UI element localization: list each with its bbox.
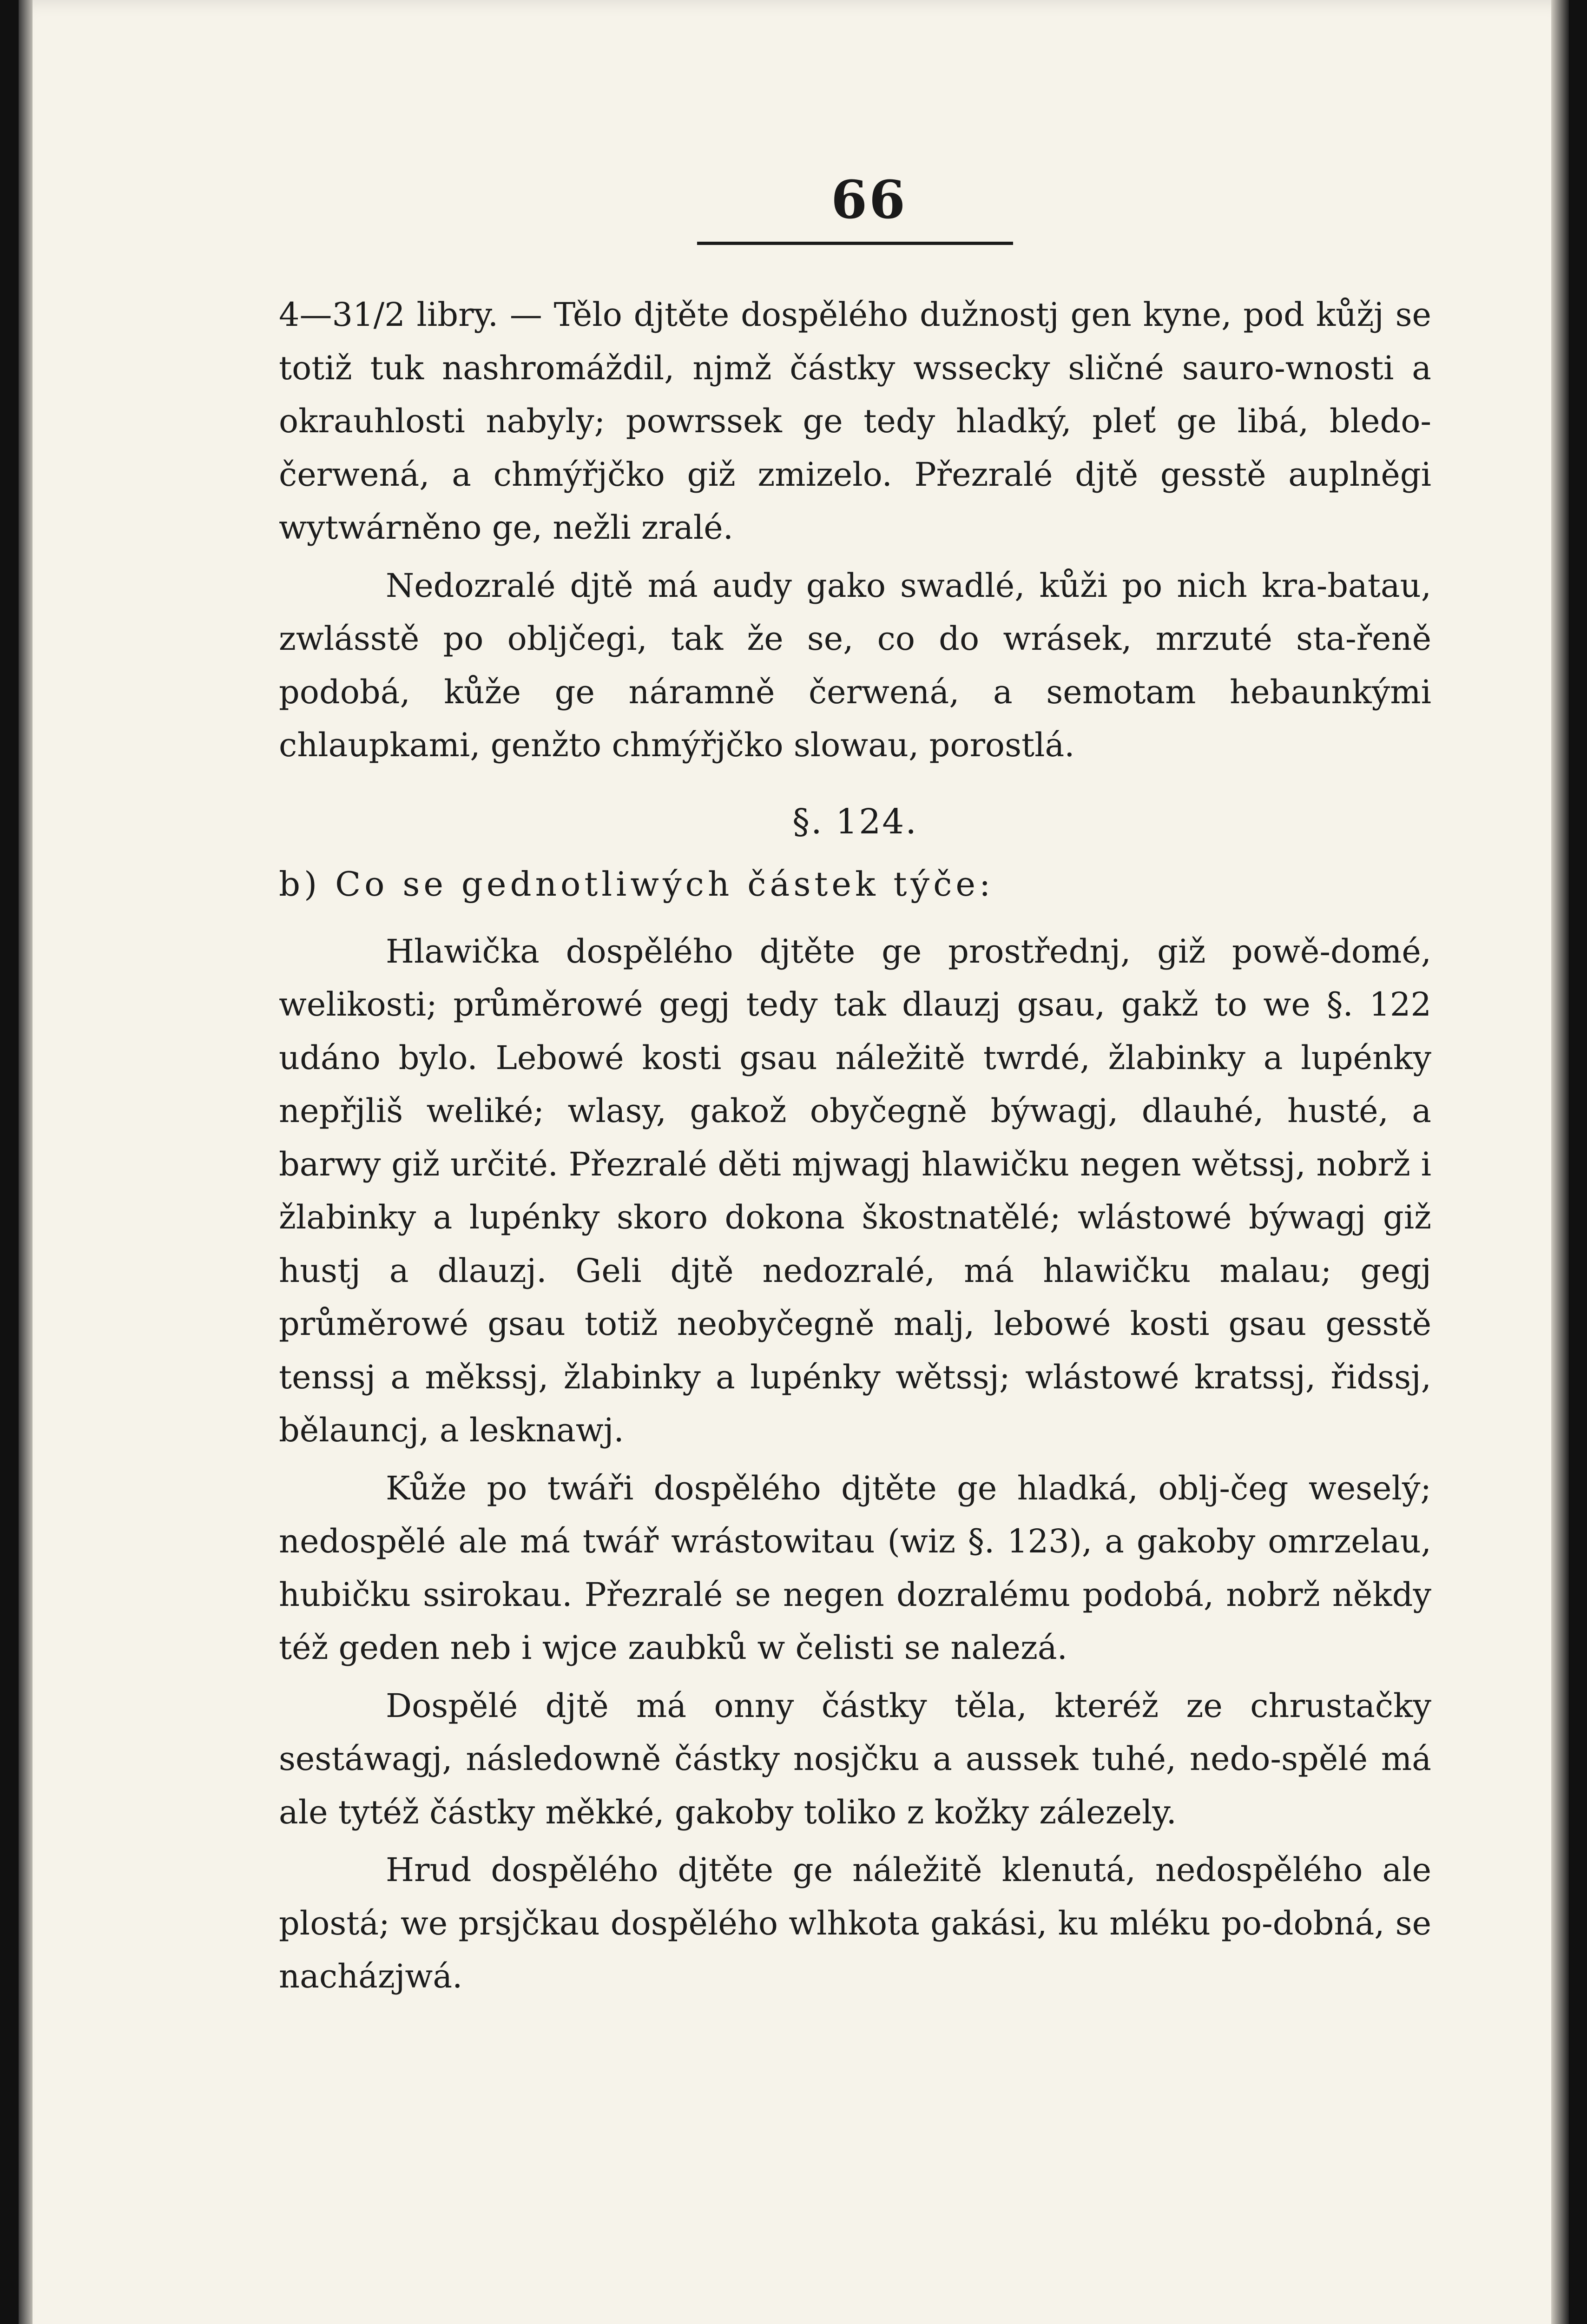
page-edge-shadow [1551, 0, 1569, 2324]
section-mark: §. 124. [792, 801, 918, 842]
paragraph-4: Kůže po twáři dospělého djtěte ge hladká, oblj-čeg weselý; nedospělé ale má twář wrástowitau (wiz §. 123), a gakoby omrzelau, hubičku ssirokau. Přezralé se negen dozralému podobá, nobrž někdy též geden neb i wjce zaubků w čelisti se nalezá. [279, 1469, 1431, 1667]
body-text [279, 288, 1431, 2008]
paragraph-2: Nedozralé djtě má audy gako swadlé, kůži po nich kra-batau, zwlásstě po obljčegi, tak že se, co do wrásek, mrzuté sta-řeně podobá, kůže ge náramně čerwená, a semotam hebaunkými chlaupkami, genžto chmýřjčko slowau, porostlá. [279, 566, 1431, 764]
paragraph-1: 4—31/2 libry. — Tělo djtěte dospělého dužnostj gen kyne, pod kůžj se totiž tuk nashromáždil, njmž částky wssecky sličné sauro-wnosti a okrauhlosti nabyly; powrssek ge tedy hladký, pleť ge libá, bledo-čerwená, a chmýřjčko giž zmizelo. Přezralé djtě gesstě auplněgi wytwárněno ge, nežli zralé. [279, 296, 1431, 547]
page-number-rule [697, 242, 1013, 245]
section-heading: b) Co se gednotliwých částek týče: [279, 865, 994, 904]
page-spine-shadow [19, 0, 33, 2324]
paragraph-5: Dospělé djtě má onny částky těla, kteréž ze chrustačky sestáwagj, následowně částky nosjčku a aussek tuhé, nedo-spělé má ale tytéž částky měkké, gakoby toliko z kožky zálezely. [279, 1686, 1431, 1831]
page-number: 66 [831, 170, 907, 231]
book-page [19, 0, 1569, 2324]
paragraph-6: Hrud dospělého djtěte ge náležitě klenutá, nedospělého ale plostá; we prsjčkau dospělého wlhkota gakási, ku mléku po-dobná, se nacházjwá. [279, 1851, 1431, 1995]
paragraph-3: Hlawička dospělého djtěte ge prostřednj, giž powě-domé, welikosti; průměrowé gegj tedy tak dlauzj gsau, gakž to we §. 122 udáno bylo. Lebowé kosti gsau náležitě twrdé, žlabinky a lupénky nepřjliš weliké; wlasy, gakož obyčegně býwagj, dlauhé, husté, a barwy giž určité. Přezralé děti mjwagj hlawičku negen wětssj, nobrž i žlabinky a lupénky skoro dokona škostnatělé; wlástowé býwagj giž hustj a dlauzj. Geli djtě nedozralé, má hlawičku malau; gegj průměrowé gsau totiž neobyčegně malj, lebowé kosti gsau gesstě tenssj a měkssj, žlabinky a lupénky wětssj; wlástowé kratssj, řidssj, bělauncj, a lesknawj. [279, 932, 1431, 1449]
